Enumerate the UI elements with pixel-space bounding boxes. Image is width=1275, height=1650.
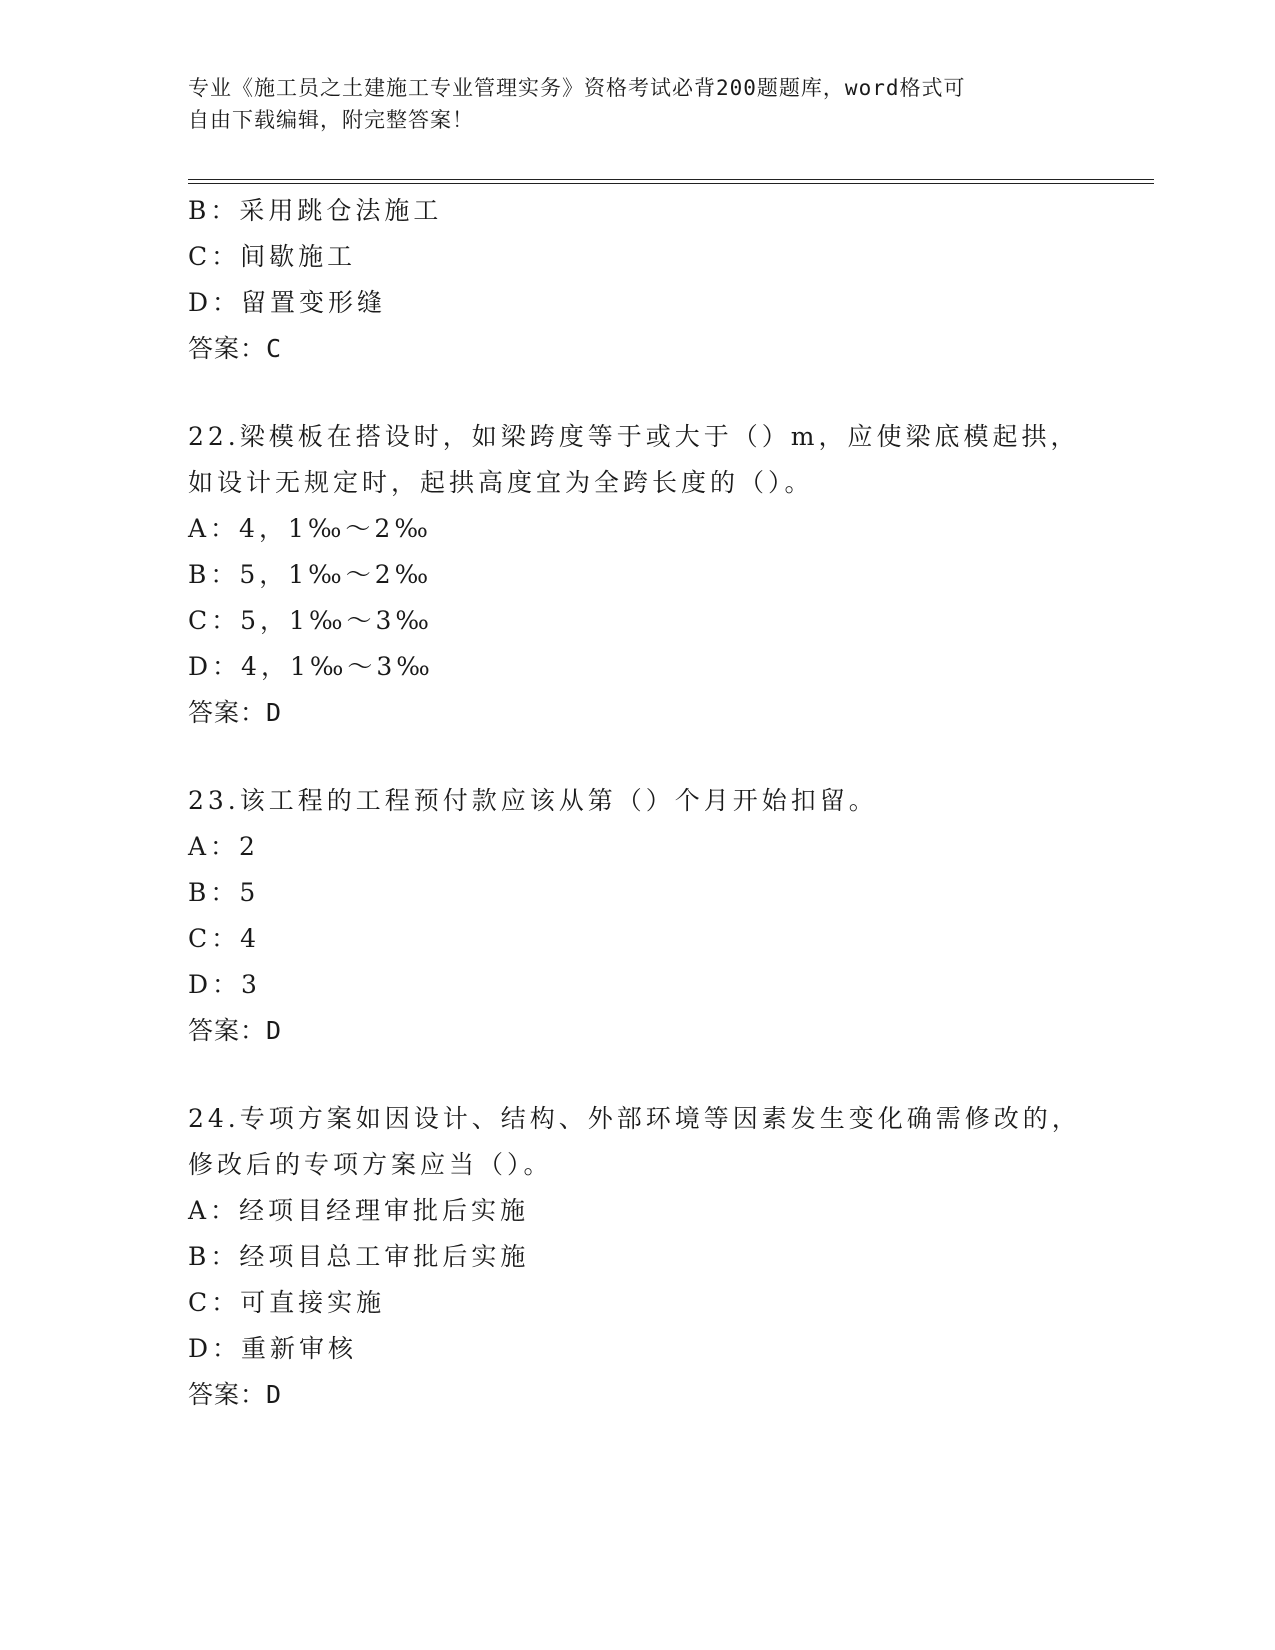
- question-block-21: [188, 188, 1088, 372]
- option-d: D：重新审核: [188, 1334, 358, 1363]
- option-c: C：4: [188, 924, 261, 953]
- header-divider-top: [188, 179, 1154, 180]
- option-b: B：5，1‰～2‰: [188, 560, 433, 589]
- question-text: 如设计无规定时，起拱高度宜为全跨长度的（）。: [188, 468, 814, 497]
- option-a: A：4，1‰～2‰: [188, 514, 432, 543]
- option-c: C：可直接实施: [188, 1288, 386, 1317]
- question-block-24: [188, 1096, 1088, 1418]
- question-block-23: [188, 778, 1088, 1054]
- header-line-1: 专业《施工员之土建施工专业管理实务》资格考试必背200题题库，word格式可: [188, 76, 966, 100]
- option-d: D：4，1‰～3‰: [188, 652, 434, 681]
- option-d: D：留置变形缝: [188, 288, 387, 317]
- option-a: A：经项目经理审批后实施: [188, 1196, 530, 1225]
- question-block-22: [188, 414, 1088, 736]
- answer-line: 答案：D: [188, 1380, 283, 1409]
- header-line-2: 自由下载编辑，附完整答案！: [188, 108, 474, 132]
- option-c: C：间歇施工: [188, 242, 357, 271]
- option-d: D：3: [188, 970, 261, 999]
- answer-line: 答案：C: [188, 334, 283, 363]
- answer-line: 答案：D: [188, 698, 283, 727]
- option-c: C：5，1‰～3‰: [188, 606, 433, 635]
- option-b: B：采用跳仓法施工: [188, 196, 443, 225]
- question-list: [188, 188, 1088, 1418]
- question-text: 24.专项方案如因设计、结构、外部环境等因素发生变化确需修改的，: [188, 1104, 1081, 1133]
- document-header: [188, 72, 1068, 136]
- option-b: B：经项目总工审批后实施: [188, 1242, 530, 1271]
- option-b: B：5: [188, 878, 260, 907]
- question-text: 修改后的专项方案应当（）。: [188, 1150, 553, 1179]
- header-divider-bottom: [188, 183, 1154, 184]
- answer-line: 答案：D: [188, 1016, 283, 1045]
- question-text: 23.该工程的工程预付款应该从第（）个月开始扣留。: [188, 786, 878, 815]
- question-text: 22.梁模板在搭设时，如梁跨度等于或大于（）m，应使梁底模起拱，: [188, 422, 1080, 451]
- option-a: A：2: [188, 832, 259, 861]
